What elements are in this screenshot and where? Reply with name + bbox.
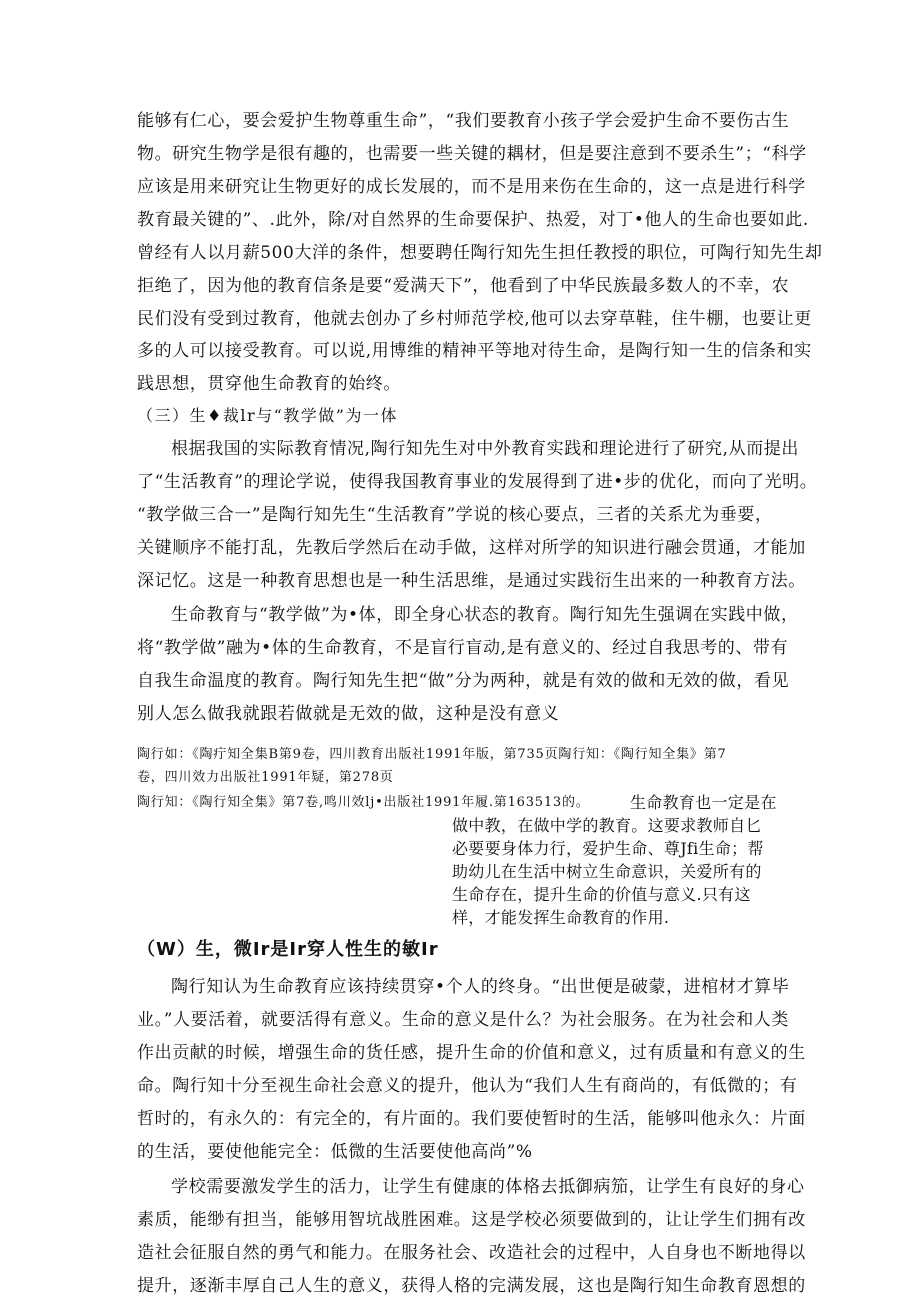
section-heading-3: （三）生♦裁lr与“教学做”为一体: [137, 406, 398, 425]
text-line: 拒绝了，因为他的教育信条是要“爱满天下”，他看到了中华民族最多数人的不幸，农: [137, 276, 790, 296]
text-line: 陶行知认为生命教育应该持续贯穿•个人的终身。“出世便是破蒙，进棺材才算毕: [171, 977, 790, 997]
text-line: “教学做三合一”是陶行知先生“生活教育”学说的核心要点，三者的关系尤为垂要，: [137, 505, 773, 525]
text-line: 能够有仁心，要会爱护生物尊重生命”，“我们要教育小孩子学会爱护生命不要伤古生: [137, 111, 790, 131]
text-line: 提升，逐渐丰厚自己人生的意义，获得人格的完满发展，这也是陶行知生命教育恩想的: [137, 1276, 806, 1296]
text-line: 生命教育也一定是在: [630, 793, 777, 812]
text-line: 做中教，在做中学的教育。这要求教师自匕: [452, 816, 762, 835]
text-line: 将“教学做”融为•体的生命教育，不是盲行盲动,是有意义的、经过自我思考的、带有: [137, 638, 789, 658]
text-line: 必要要身体力行，爱护生命、尊Jfi生命；帮: [452, 839, 764, 858]
text-line: 造社会征服自然的勇气和能力。在服务社会、改造社会的过程中，人自身也不断地得以: [137, 1243, 806, 1263]
text-line: 践思想，贯穿他生命教育的始终。: [137, 374, 401, 394]
text-line: 民们没有受到过教育，他就去创办了乡村师范学校,他可以去穿草鞋，住牛棚，也要让更: [137, 309, 812, 329]
text-line: 生命存在，提升生命的价值与意义.只有这: [452, 885, 751, 904]
text-line: 生命教育与“教学做”为•体，即全身心状态的教育。陶行知先生强调在实践中做，: [171, 605, 799, 625]
text-line: 应该是用来研究让生物更好的成长发展的，而不是用来伤在生命的，这一点是进行科学: [137, 177, 806, 197]
section-heading-4: （W）生，微Ir是Ir穿人性生的敏Ir: [137, 939, 439, 960]
text-line: 作出贡献的时候，增强生命的货任感，提升生命的价值和意义，过有质量和有意义的生: [137, 1043, 806, 1063]
text-line: 曾经有人以月薪500大洋的条件，想要聘任陶行知先生担任教授的职位，可陶行知先生却: [137, 243, 823, 263]
text-line: 样，才能发挥生命教育的作用.: [452, 908, 670, 927]
text-line: 了“生活教育”的理论学说，使得我国教育事业的发展得到了进•步的优化，而向了光明。: [137, 472, 818, 492]
text-line: 哲时的，有永久的：有完全的，有片面的。我们要使暂时的生活，能够叫他永久：片面: [137, 1109, 806, 1129]
text-line: 多的人可以接受教育。可以说,用博维的精神平等地对待生命，是陶行知一生的信条和实: [137, 341, 812, 361]
text-line: 物。研究生物学是很有趣的，也需要一些关键的耦材，但是要注意到不要杀生”；“科学: [137, 144, 807, 164]
text-line: 根据我国的实际教育情况,陶行知先生对中外教育实践和理论进行了研究,从而提出: [171, 439, 800, 459]
text-line: 学校需要激发学生的活力，让学生有健康的体格去抵御病笳，让学生有良好的身心: [171, 1177, 805, 1197]
text-line: 教育最关键的”、.此外，除/对自然界的生命要保护、热爱，对丁•他人的生命也要如此.: [137, 210, 809, 230]
text-line: 业。”人要活着，就要活得有意义。生命的意义是什么？为社会服务。在为社会和人类: [137, 1010, 789, 1030]
text-line: 命。陶行知十分至视生命社会意义的提升，他认为“我们人生有商尚的，有低微的；有: [137, 1076, 798, 1096]
footnote-line: 卷，四川效力出版社1991年疑，第278页: [137, 770, 394, 785]
text-line: 素质，能缈有担当，能够用智坑战胜困难。这是学校必须要做到的，让让学生们拥有改: [137, 1210, 806, 1230]
text-line: 自我生命温度的教育。陶行知先生把“做”分为两种，就是有效的做和无效的做，看见: [137, 671, 790, 691]
text-line: 助幼儿在生活中树立生命意识，关爱所有的: [452, 862, 762, 881]
text-line: 别人怎么做我就跟若做就是无效的做，这种是没有意义: [137, 704, 560, 724]
footnote-line: 陶行如：《陶疔知全集B第9卷，四川教育出版社1991年版，第735页陶行知：《陶行知全集》第7: [137, 747, 727, 762]
text-line: 关键顺序不能打乱，先教后学然后在动手做，这样对所学的知识进行融会贯通，才能加: [137, 538, 806, 558]
text-line: 的生活，要使他能完全：低微的生活要使他高尚”%: [137, 1142, 533, 1162]
footnote-line: 陶行知：《陶行知全集》第7卷,鸣川效lj•出版社1991年履.第163513的。: [137, 795, 590, 810]
text-line: 深记忆。这是一种教育思想也是一种生活思维，是通过实践衍生出来的一种教育方法。: [137, 571, 806, 591]
